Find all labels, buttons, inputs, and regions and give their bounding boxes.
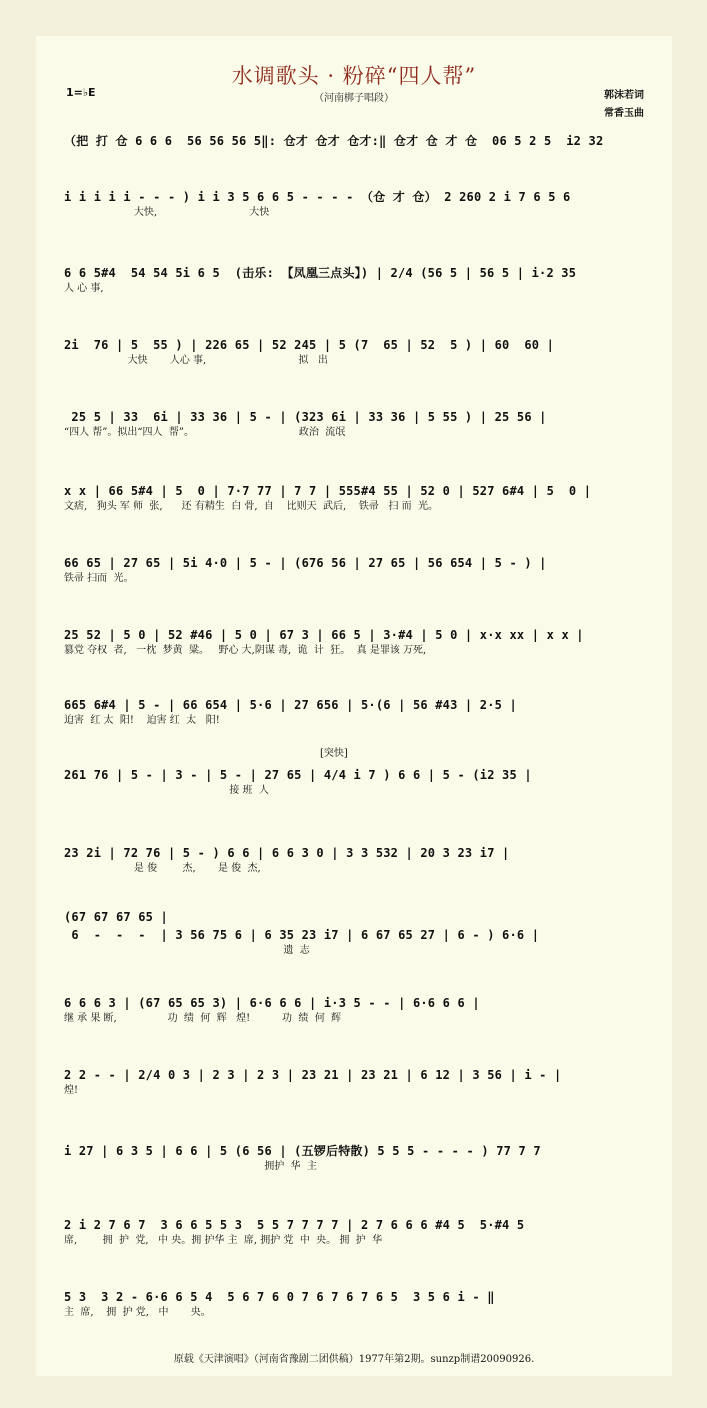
score-line — [64, 482, 664, 514]
notation-row: i 27 | 6 3 5 | 6 6 | 5 (6 56 | (五锣后特散) 5 5 5 - - - - ) 77 7 7 — [64, 1144, 541, 1158]
score-line — [64, 766, 664, 798]
lyrics-row: 主 席, 拥 护 党, 中 央。 — [64, 1307, 211, 1318]
score-line — [64, 994, 664, 1026]
lyrics-row: 席, 拥 护 党, 中 央。拥 护华 主 席, 拥护 党 中 央。 拥 护 华 — [64, 1235, 383, 1246]
notation-row: (67 67 67 65 | 6 - - - | 3 56 75 6 | 6 35 23 i7 | 6 67 65 27 | 6 - ) 6·6 | — [64, 910, 540, 942]
score-line — [64, 1142, 664, 1174]
lyrics-row: “四人 帮”。拟出“四人 帮”。 政治 流氓 — [64, 427, 346, 438]
key-signature: 1=♭E — [66, 86, 96, 99]
song-subtitle: （河南梆子唱段） — [314, 93, 394, 104]
lyrics-row: 拥护 华 主 — [64, 1161, 317, 1172]
lyrics-row: 是 俊 杰, 是 俊 杰, — [64, 863, 261, 874]
lyrics-row: 遗 志 — [64, 945, 310, 956]
lyrics-row: 接 班 人 — [64, 785, 269, 796]
notation-row: 25 52 | 5 0 | 52 #46 | 5 0 | 67 3 | 66 5 | 3·#4 | 5 0 | x·x xx | x x | — [64, 628, 584, 642]
score-line — [64, 844, 664, 876]
notation-row: 6 6 6 3 | (67 65 65 3) | 6·6 6 6 | i·3 5 - - | 6·6 6 6 | — [64, 996, 480, 1010]
song-title: 水调歌头 · 粉碎“四人帮” — [231, 64, 477, 88]
notation-row: x x | 66 5#4 | 5 0 | 7·7 77 | 7 7 | 555#4 55 | 52 0 | 527 6#4 | 5 0 | — [64, 484, 592, 498]
notation-row: 6 6 5#4 54 54 5i 6 5 (击乐: 【凤凰三点头】) | 2/4 (56 5 | 56 5 | i·2 35 — [64, 266, 577, 280]
score-line — [64, 336, 664, 368]
tempo-mark: [突快] — [320, 748, 348, 759]
lyrics-row: 迫害 红 太 阳! 迫害 红 太 阳! — [64, 715, 220, 726]
lyrics-row: 人 心 事, — [64, 283, 104, 294]
score-line — [64, 264, 664, 296]
lyrics-row: 篡党 夺权 者, 一枕 梦黄 粱。 野心 大,阴谋 毒, 诡 计 狂。 真 是罪该 万死, — [64, 645, 427, 656]
score-line — [64, 1216, 664, 1248]
lyrics-row: 煌! — [64, 1085, 79, 1096]
lyricist: 郭沫若词 — [604, 90, 644, 101]
notation-row: 66 65 | 27 65 | 5i 4·0 | 5 - | (676 56 | 27 65 | 56 654 | 5 - ) | — [64, 556, 547, 570]
score-line — [64, 626, 664, 658]
lyrics-row: 大快 人心 事, 拟 出 — [64, 355, 328, 366]
score-line — [64, 696, 664, 728]
lyrics-row: 继 承 果 断, 功 绩 何 辉 煌! 功 绩 何 辉 — [64, 1013, 342, 1024]
notation-row: 665 6#4 | 5 - | 66 654 | 5·6 | 27 656 | 5·(6 | 56 #43 | 2·5 | — [64, 698, 517, 712]
notation-row: i i i i i - - - ) i i 3 5 6 6 5 - - - - （仓 才 仓） 2 260 2 i 7 6 5 6 — [64, 190, 571, 204]
notation-row: 2 2 - - | 2/4 0 3 | 2 3 | 2 3 | 23 21 | 23 21 | 6 12 | 3 56 | i - | — [64, 1068, 562, 1082]
notation-row: 23 2i | 72 76 | 5 - ) 6 6 | 6 6 3 0 | 3 3 532 | 20 3 23 i7 | — [64, 846, 510, 860]
notation-row: 2i 76 | 5 55 ) | 226 65 | 52 245 | 5 (7 65 | 52 5 ) | 60 60 | — [64, 338, 555, 352]
composer: 常香玉曲 — [604, 108, 644, 119]
score-line — [64, 408, 664, 440]
notation-row: 25 5 | 33 6i | 33 36 | 5 - | (323 6i | 33 36 | 5 55 ) | 25 56 | — [64, 410, 547, 424]
score-line — [64, 188, 664, 220]
notation-row: 261 76 | 5 - | 3 - | 5 - | 27 65 | 4/4 i 7 ) 6 6 | 5 - (i2 35 | — [64, 768, 532, 782]
score-line — [64, 132, 664, 150]
score-sheet — [36, 36, 672, 1376]
notation-row: 2 i 2 7 6 7 3 6 6 5 5 3 5 5 7 7 7 7 | 2 7 6 6 6 #4 5 5·#4 5 — [64, 1218, 525, 1232]
score-line — [64, 1066, 664, 1098]
notation-row: 5 3 3 2 - 6·6 6 5 4 5 6 7 6 0 7 6 7 6 7 6 5 3 5 6 i - ‖ — [64, 1290, 495, 1304]
lyrics-row: 铁帚 扫而 光。 — [64, 573, 134, 584]
score-line — [64, 908, 664, 958]
lyrics-row: 大快, 大快 — [64, 207, 270, 218]
lyrics-row: 文痞, 狗头 军 师 张, 还 有精生 白 骨, 自 比则天 武后, 铁帚 扫 而 光。 — [64, 501, 438, 512]
score-line — [64, 554, 664, 586]
score-line — [64, 1288, 664, 1320]
notation-row: （把 打 仓 6 6 6 56 56 56 5‖: 仓才 仓才 仓才:‖ 仓才 仓 才 仓 06 5 2 5 i2 32 — [64, 134, 604, 148]
source-footer: 原载《天津演唱》（河南省豫剧二团供稿）1977年第2期。sunzp制谱20090926. — [173, 1354, 535, 1365]
